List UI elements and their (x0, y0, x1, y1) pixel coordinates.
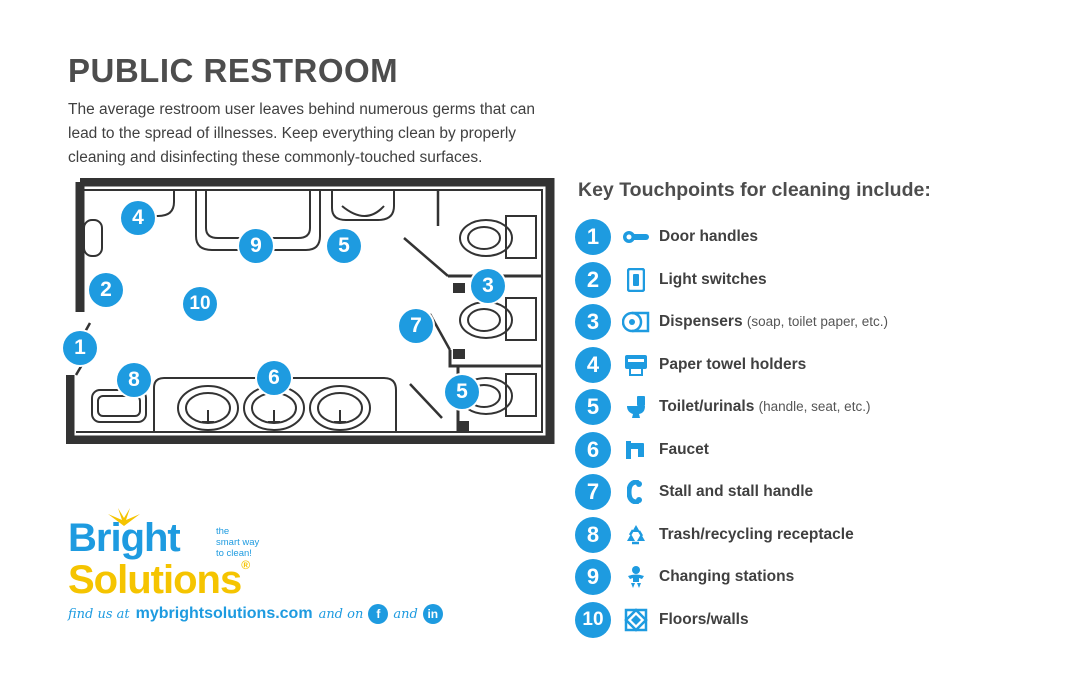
plan-marker-7: 7 (399, 309, 433, 343)
number-badge: 4 (575, 347, 611, 383)
floor-icon (621, 608, 651, 632)
page-title: PUBLIC RESTROOM (68, 52, 399, 89)
bright-solutions-logo (68, 510, 308, 600)
plan-marker-6: 6 (257, 361, 291, 395)
paper-towel-holder (84, 220, 102, 256)
trash-receptacle-inner (98, 396, 140, 416)
key-label: Paper towel holders (659, 355, 807, 373)
toilet-1 (460, 216, 536, 258)
intro-line: cleaning and disinfecting these commonly-touched surfaces. (68, 149, 483, 166)
list-item (575, 514, 1065, 557)
key-label: Toilet/urinals (handle, seat, etc.) (659, 398, 871, 416)
list-item (575, 386, 1065, 429)
baby-icon (621, 565, 651, 589)
intro-line: The average restroom user leaves behind numerous germs that can (68, 101, 535, 118)
key-label: Door handles (659, 228, 759, 246)
plan-marker-9: 9 (239, 229, 273, 263)
footer-and-on: and on (318, 606, 364, 622)
number-badge: 1 (575, 219, 611, 255)
logo-word-bright: Bright (68, 516, 180, 560)
faucet-icon (621, 438, 651, 462)
footer-and: and (393, 606, 418, 622)
list-item (575, 599, 1065, 642)
light-switch-icon (621, 268, 651, 292)
key-label: Changing stations (659, 568, 795, 586)
footer-social (68, 604, 448, 624)
list-item (575, 259, 1065, 302)
key-label: Faucet (659, 440, 709, 458)
plan-marker-4: 4 (121, 201, 155, 235)
plan-marker-5: 5 (327, 229, 361, 263)
number-badge: 3 (575, 304, 611, 340)
list-item (575, 556, 1065, 599)
tp-dispenser (458, 422, 468, 430)
top-sink-bowl (342, 206, 384, 216)
paper-towel-icon (621, 353, 651, 377)
tp-dispenser (454, 350, 464, 358)
linkedin-icon[interactable]: in (423, 604, 443, 624)
list-item (575, 301, 1065, 344)
number-badge: 9 (575, 559, 611, 595)
key-title: Key Touchpoints for cleaning include: (578, 179, 931, 201)
key-label: Dispensers (soap, toilet paper, etc.) (659, 313, 888, 331)
plan-marker-2: 2 (89, 273, 123, 307)
number-badge: 7 (575, 474, 611, 510)
plan-marker-1: 1 (63, 331, 97, 365)
logo-tagline: the smart way to clean! (216, 526, 260, 559)
website-link[interactable]: mybrightsolutions.com (135, 605, 313, 622)
facebook-icon[interactable]: f (368, 604, 388, 624)
restroom-floor-plan (66, 178, 556, 444)
plan-marker-3: 3 (471, 269, 505, 303)
logo-word-solutions: Solutions® (68, 558, 250, 602)
key-touchpoints-list (575, 216, 1065, 641)
key-label: Light switches (659, 270, 767, 288)
number-badge: 2 (575, 262, 611, 298)
key-label: Stall and stall handle (659, 483, 814, 501)
door-handle-icon (621, 225, 651, 249)
recycle-icon (621, 523, 651, 547)
list-item (575, 216, 1065, 259)
stall-handle-icon (621, 480, 651, 504)
number-badge: 10 (575, 602, 611, 638)
intro-text (68, 98, 588, 170)
list-item (575, 344, 1065, 387)
toilet-icon (621, 395, 651, 419)
intro-line: lead to the spread of illnesses. Keep everything clean by properly (68, 125, 517, 142)
number-badge: 5 (575, 389, 611, 425)
footer-find-text: find us at (68, 606, 130, 622)
key-label: Trash/recycling receptacle (659, 525, 854, 543)
stall-door-low (410, 384, 442, 418)
stall-door-mid (430, 314, 450, 350)
toilet-2 (460, 298, 536, 340)
plan-marker-5: 5 (445, 375, 479, 409)
plan-marker-10: 10 (183, 287, 217, 321)
stall-door-top (404, 238, 448, 276)
list-item (575, 471, 1065, 514)
toilet-paper-icon (621, 310, 651, 334)
number-badge: 6 (575, 432, 611, 468)
number-badge: 8 (575, 517, 611, 553)
plan-marker-8: 8 (117, 363, 151, 397)
key-label: Floors/walls (659, 610, 749, 628)
list-item (575, 429, 1065, 472)
tp-dispenser (454, 284, 464, 292)
